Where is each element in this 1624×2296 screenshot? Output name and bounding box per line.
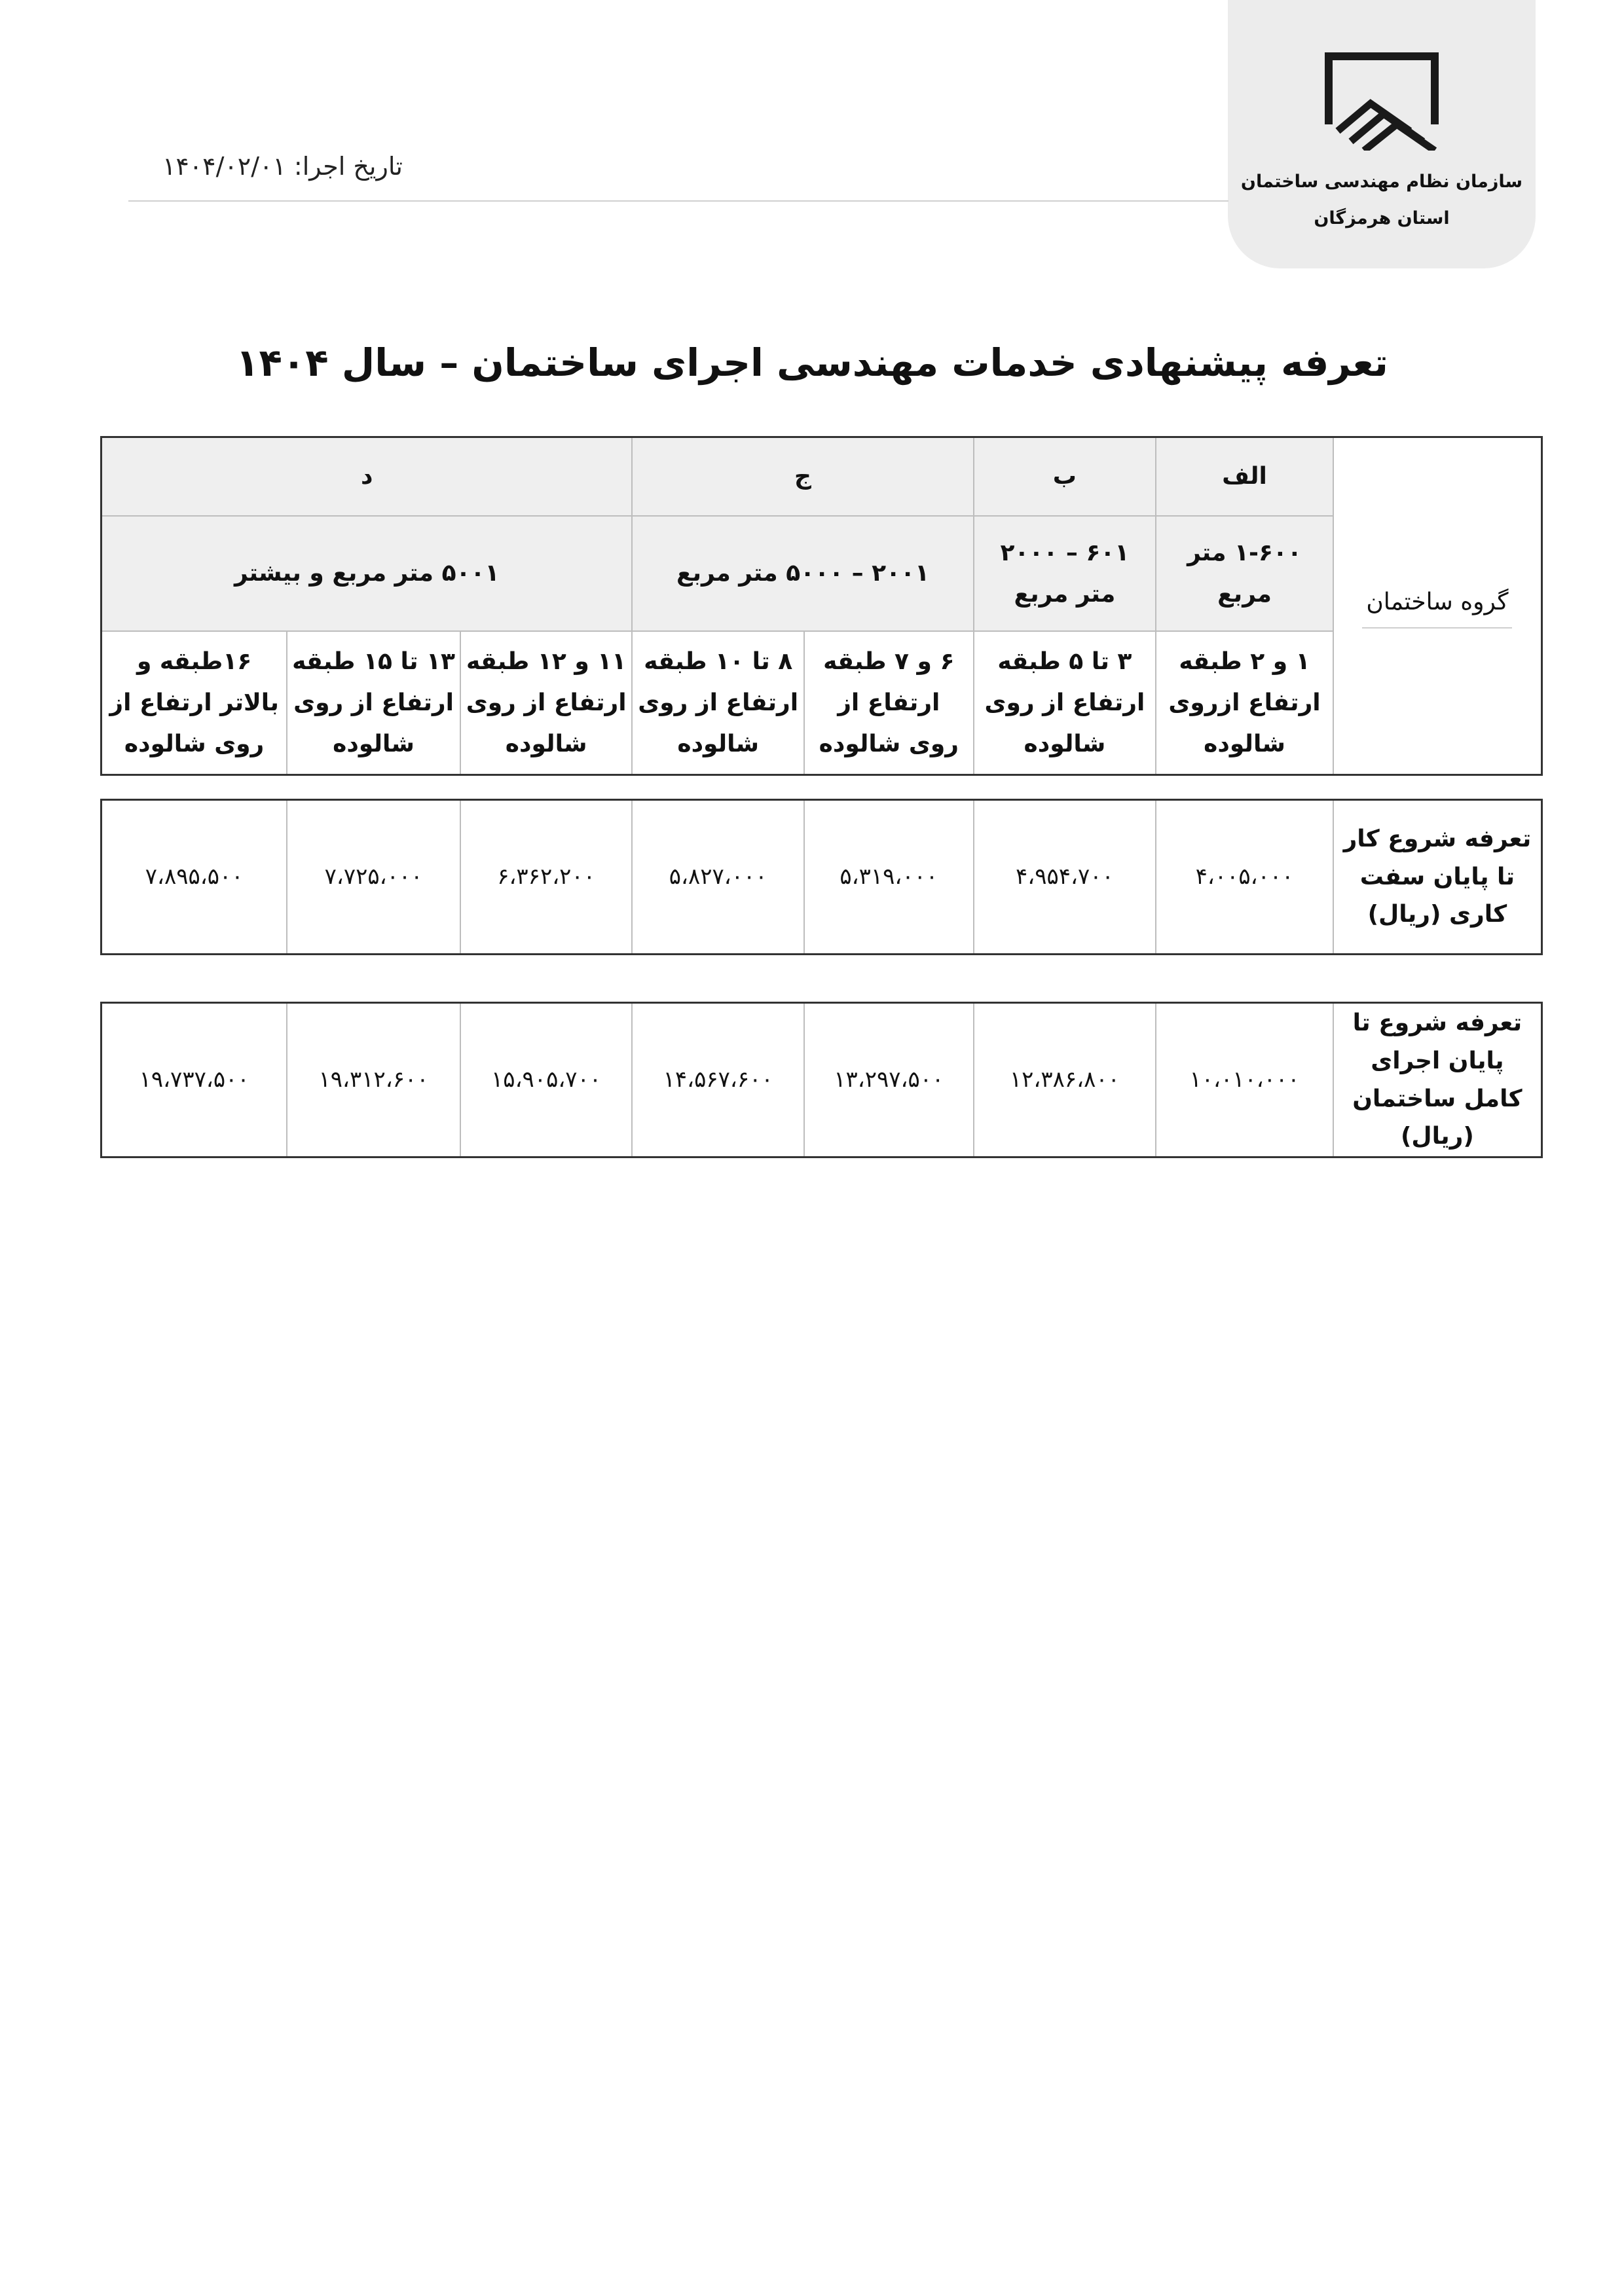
group-dal: د <box>101 437 633 516</box>
table-cell: ۶،۳۶۲،۲۰۰ <box>460 800 633 955</box>
table-cell: ۱۵،۹۰۵،۷۰۰ <box>460 1003 633 1157</box>
group-jim: ج <box>632 437 973 516</box>
table-cell: ۱۰،۰۱۰،۰۰۰ <box>1156 1003 1333 1157</box>
group-alef: الف <box>1156 437 1333 516</box>
table-cell: ۱۲،۳۸۶،۸۰۰ <box>974 1003 1156 1157</box>
floors-8-10: ۸ تا ۱۰ طبقه ارتفاع از روی شالوده <box>632 631 804 775</box>
area-alef: ۱-۶۰۰ متر مربع <box>1156 516 1333 631</box>
floors-6-7: ۶ و ۷ طبقه ارتفاع از روی شالوده <box>804 631 974 775</box>
table-cell: ۴،۹۵۴،۷۰۰ <box>974 800 1156 955</box>
table-cell: ۱۴،۵۶۷،۶۰۰ <box>632 1003 804 1157</box>
row-label: تعرفه شروع کار تا پایان سفت کاری (ریال) <box>1333 800 1542 955</box>
table-cell: ۱۳،۲۹۷،۵۰۰ <box>804 1003 974 1157</box>
group-label-cell <box>1333 437 1542 775</box>
header-divider <box>128 200 1228 202</box>
floors-16-plus: ۱۶طبقه و بالاتر ارتفاع از روی شالوده <box>101 631 287 775</box>
tariff-row-complete <box>100 1002 1543 1158</box>
group-be: ب <box>974 437 1156 516</box>
floors-11-12: ۱۱ و ۱۲ طبقه ارتفاع از روی شالوده <box>460 631 633 775</box>
execution-date: تاریخ اجرا: ۱۴۰۴/۰۲/۰۱ <box>162 152 403 181</box>
floors-13-15: ۱۳ تا ۱۵ طبقه ارتفاع از روی شالوده <box>287 631 460 775</box>
area-be: ۶۰۱ – ۲۰۰۰ متر مربع <box>974 516 1156 631</box>
organization-logo-icon <box>1325 52 1439 151</box>
group-label: گروه ساختمان <box>1362 583 1512 629</box>
area-jim: ۲۰۰۱ – ۵۰۰۰ متر مربع <box>632 516 973 631</box>
table-cell: ۱۹،۳۱۲،۶۰۰ <box>287 1003 460 1157</box>
org-name: سازمان نظام مهندسی ساختمان <box>1240 172 1523 192</box>
table-cell: ۵،۳۱۹،۰۰۰ <box>804 800 974 955</box>
floors-1-2: ۱ و ۲ طبقه ارتفاع ازروی شالوده <box>1156 631 1333 775</box>
table-cell: ۱۹،۷۳۷،۵۰۰ <box>101 1003 287 1157</box>
table-cell: ۷،۸۹۵،۵۰۰ <box>101 800 287 955</box>
table-cell: ۷،۷۲۵،۰۰۰ <box>287 800 460 955</box>
org-province: استان هرمزگان <box>1314 208 1450 228</box>
row-label: تعرفه شروع تا پایان اجرای کامل ساختمان (ریال) <box>1333 1003 1542 1157</box>
document-title: تعرفه پیشنهادی خدمات مهندسی اجرای ساختمان – سال ۱۴۰۴ <box>236 340 1388 385</box>
table-cell: ۵،۸۲۷،۰۰۰ <box>632 800 804 955</box>
table-cell: ۴،۰۰۵،۰۰۰ <box>1156 800 1333 955</box>
floors-3-5: ۳ تا ۵ طبقه ارتفاع از روی شالوده <box>974 631 1156 775</box>
organization-logo-panel <box>1228 0 1536 268</box>
tariff-row-structure <box>100 799 1543 955</box>
tariff-header-table <box>100 436 1543 776</box>
area-dal: ۵۰۰۱ متر مربع و بیشتر <box>101 516 633 631</box>
